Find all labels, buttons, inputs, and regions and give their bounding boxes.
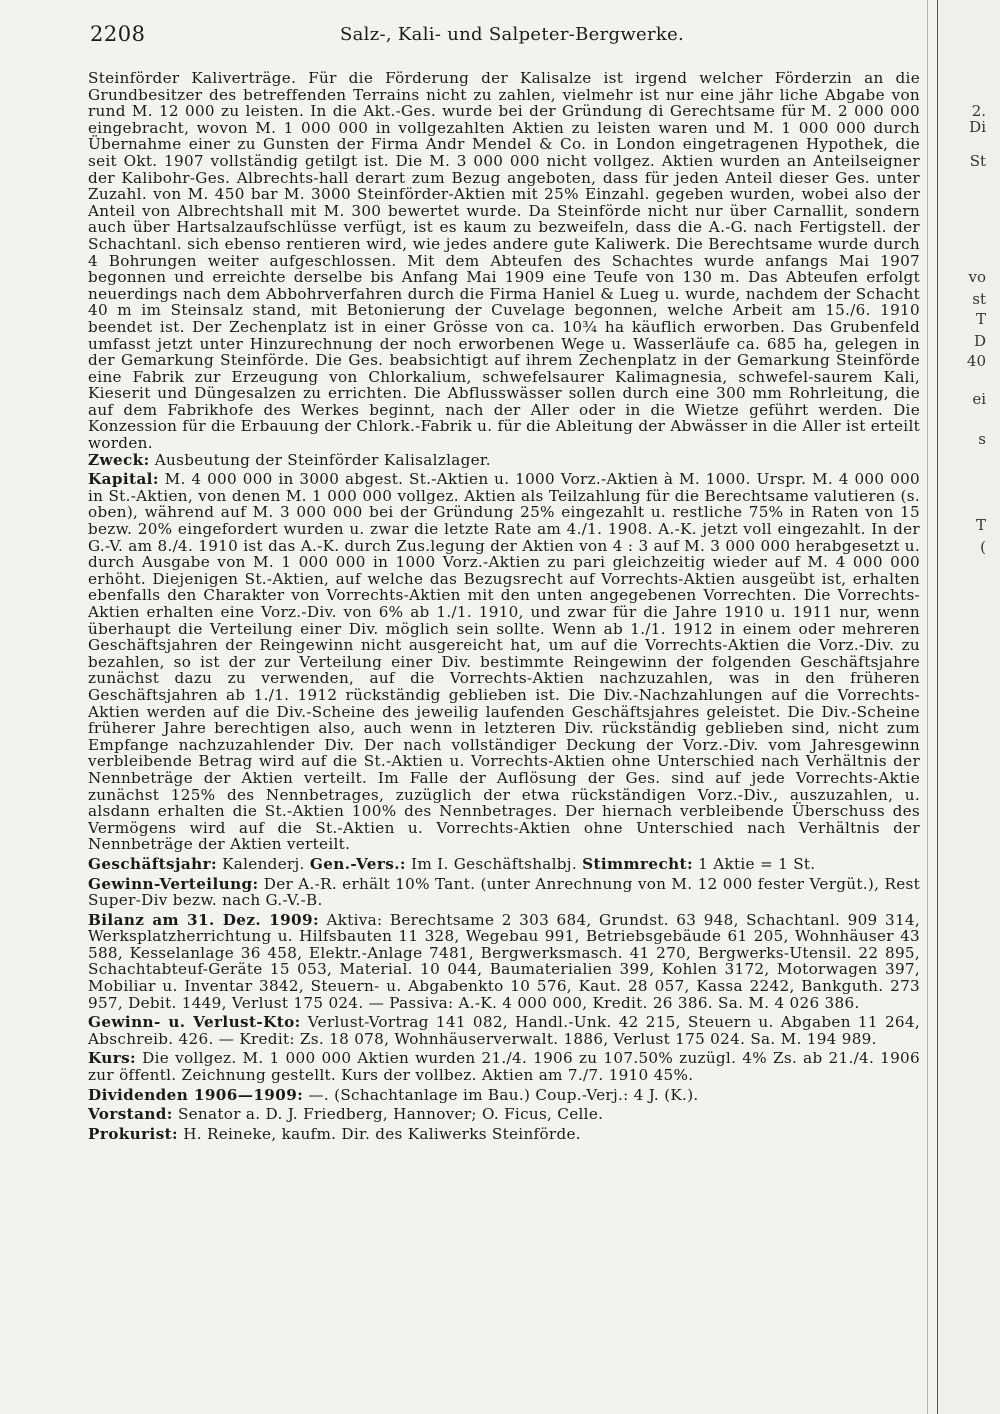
gewinn-verlust-label: Gewinn- u. Verlust-Kto: bbox=[88, 1013, 301, 1032]
facing-page-fragment: T bbox=[975, 516, 986, 534]
dividenden-text: —. (Schachtanlage im Bau.) Coup.-Verj.: 4 J. (K.). bbox=[308, 1085, 699, 1104]
section-zweck bbox=[88, 452, 920, 469]
facing-page-fragment: st bbox=[972, 290, 986, 308]
prokurist-text: H. Reineke, kaufm. Dir. des Kaliwerks Steinförde. bbox=[183, 1124, 581, 1143]
gewinn-verlust-text: Verlust-Vortrag 141 082, Handl.-Unk. 42 215, Steuern u. Abgaben 11 264, Abschreib. 426. — Kredit: Zs. 18 078, Wohnhäuserverwalt. 1886, Verlust 175 024. Sa. M. 194 989. bbox=[88, 1013, 920, 1048]
intro-paragraph: Steinförder Kaliverträge. Für die Förderung der Kalisalze ist irgend welcher Förderzin an die Grundbesitzer des betreffenden Terrains nicht zu zahlen, vielmehr ist nur eine jähr liche Abgabe von rund M. 12 000 zu leisten. In die Akt.-Ges. wurde bei der Gründung di Gerechtsame für M. 2 000 000 eingebracht, wovon M. 1 000 000 in vollgezahlten Aktien zu leisten waren und M. 1 000 000 durch Übernahme einer zu Gunsten der Firma Andr Mendel & Co. in London eingetragenen Hypothek, die seit Okt. 1907 vollständig getilgt ist. Die M. 3 000 000 nicht vollgez. Aktien wurden an Anteilseigner der Kalibohr-Ges. Albrechts-hall derart zum Bezug angeboten, dass für jeden Anteil dieser Ges. unter Zuzahl. von M. 450 bar M. 3000 Steinförder-Aktien mit 25% Einzahl. gegeben wurden, wobei also der Anteil von Albrechtshall mit M. 300 bewertet wurde. Da Steinförde nicht nur über Carnallit, sondern auch über Hartsalzaufschlüsse verfügt, ist es kaum zu bezweifeln, dass die A.-G. nach Fertigstell. der Schachtanl. sich ebenso rentieren wird, wie jedes andere gute Kaliwerk. Die Berechtsame wurde durch 4 Bohrungen weiter aufgeschlossen. Mit dem Abteufen des Schachtes wurde anfangs Mai 1907 begonnen und erreichte derselbe bis Anfang Mai 1909 eine Teufe von 130 m. Das Abteufen erfolgt neuerdings nach dem Abbohrverfahren durch die Firma Haniel & Lueg u. wurde, nachdem der Schacht 40 m im Steinsalz stand, mit Betonierung der Cuvelage begonnen, welche Arbeit am 15./6. 1910 beendet ist. Der Zechenplatz ist in einer Grösse von ca. 10¾ ha käuflich erworben. Das Grubenfeld umfasst jetzt unter Hinzurechnung der noch erworbenen Wege u. Wasserläufe ca. 685 ha, gelegen in der Gemarkung Steinförde. Die Ges. beabsichtigt auf ihrem Zechenplatz in der Gemarkung Steinförde eine Fabrik zur Erzeugung von Chlorkalium, schwefelsaurer Kalimagnesia, schwefel-saurem Kali, Kieserit und Düngesalzen zu errichten. Die Abflusswässer sollen durch eine 300 mm Rohrleitung, die auf dem Fabrikhofe des Werkes beginnt, nach der Aller oder in die Wietze geführt werden. Die Konzession für die Erbauung der Chlork.-Fabrik u. für die Ableitung der Abwässer in die Aller ist erteilt worden. bbox=[88, 69, 921, 453]
section-gewinn-verlust bbox=[88, 1014, 920, 1047]
facing-page-fragment: D bbox=[973, 332, 986, 350]
page-header bbox=[90, 22, 920, 52]
gewinn-verteilung-label: Gewinn-Verteilung: bbox=[88, 874, 259, 893]
facing-page-fragment: Di bbox=[969, 118, 986, 136]
running-title: Salz-, Kali- und Salpeter-Bergwerke. bbox=[340, 24, 685, 45]
kurs-text: Die vollgez. M. 1 000 000 Aktien wurden 21./4. 1906 zu 107.50% zuzügl. 4% Zs. ab 21./4. 1906 zur öffentl. Zeichnung gestellt. Kurs der vollbez. Aktien am 7./7. 1910 45%. bbox=[88, 1049, 920, 1085]
section-geschaeftsjahr bbox=[88, 856, 920, 873]
facing-page-fragment: T bbox=[975, 310, 986, 328]
dividenden-label: Dividenden 1906—1909: bbox=[88, 1085, 304, 1104]
gewinn-verteilung-text: Der A.-R. erhält 10% Tant. (unter Anrechnung von M. 12 000 fester Vergüt.), Rest Super-Div bezw. nach G.-V.-B. bbox=[88, 874, 920, 910]
company-entry bbox=[88, 70, 920, 1142]
facing-page-fragment: St bbox=[969, 152, 986, 170]
zweck-text: Ausbeutung der Steinförder Kalisalzlager. bbox=[154, 450, 491, 469]
gen-vers-text: Im I. Geschäftshalbj. bbox=[411, 854, 577, 873]
prokurist-label: Prokurist: bbox=[88, 1124, 179, 1143]
section-bilanz bbox=[88, 912, 920, 1012]
facing-page-fragment: 40 bbox=[966, 352, 986, 370]
facing-page-fragment: s bbox=[978, 430, 986, 448]
geschaeftsjahr-label: Geschäftsjahr: bbox=[88, 854, 217, 873]
geschaeftsjahr-text: Kalenderj. bbox=[222, 854, 305, 873]
binding-shadow-rule bbox=[927, 0, 928, 1414]
facing-page-fragment: ( bbox=[980, 538, 986, 556]
vorstand-label: Vorstand: bbox=[88, 1105, 173, 1124]
section-gewinn-verteilung bbox=[88, 876, 920, 909]
page-number: 2208 bbox=[90, 22, 146, 46]
stimmrecht-label: Stimmrecht: bbox=[582, 854, 693, 873]
section-prokurist bbox=[88, 1126, 920, 1143]
section-kapital bbox=[88, 471, 920, 853]
kapital-text: M. 4 000 000 in 3000 abgest. St.-Aktien u. 1000 Vorz.-Aktien à M. 1000. Urspr. M. 4 000 000 in St.-Aktien, von denen M. 1 000 000 vollgez. Aktien als Teilzahlung für die Berechtsame valutieren (s. oben), während auf M. 3 000 000 bei der Gründung 25% eingezahlt u. restliche 75% in Raten von 15 bezw. 20% eingefordert wurden u. zwar die letzte Rate am 4./1. 1908. A.-K. jetzt voll eingezahlt. In der G.-V. am 8./4. 1910 ist das A.-K. durch Zus.legung der Aktien von 4 : 3 auf M. 3 000 000 herabgesetzt u. durch Ausgabe von M. 1 000 000 in 1000 Vorz.-Aktien zu pari gleichzeitig wieder auf M. 4 000 000 erhöht. Diejenigen St.-Aktien, auf welche das Bezugsrecht auf Vorrechts-Aktien ausgeübt ist, erhalten ebenfalls den Charakter von Vorrechts-Aktien mit den unten angegebenen Vorrechten. Die Vorrechts-Aktien erhalten eine Vorz.-Div. von 6% ab 1./1. 1910, und zwar für die Jahre 1910 u. 1911 nur, wenn überhaupt die Verteilung einer Div. möglich sein sollte. Wenn ab 1./1. 1912 in einem oder mehreren Geschäftsjahren der Reingewinn nicht ausgereicht hat, um auf die Vorrechts-Aktien die Vorz.-Div. zu bezahlen, so ist der zur Verteilung einer Div. bestimmte Reingewinn der folgenden Geschäftsjahre zunächst dazu zu verwenden, auf die Vorrechts-Aktien nachzuzahlen, was in den früheren Geschäftsjahren ab 1./1. 1912 rückständig geblieben ist. Die Div.-Nachzahlungen auf die Vorrechts-Aktien werden auf die Div.-Scheine des jeweilig laufenden Geschäftsjahres geleistet. Die Div.-Scheine früherer Jahre berechtigen also, auch wenn in letzteren Div. rückständig geblieben sind, nicht zum Empfange nachzuzahlender Div. Der nach vollständiger Deckung der Vorz.-Div. vom Jahresgewinn verbleibende Betrag wird auf die St.-Aktien u. Vorrechts-Aktien ohne Unterschied nach Verhältnis der Nennbeträge der Aktien verteilt. Im Falle der Auflösung der Ges. sind auf jede Vorrechts-Aktie zunächst 125% des Nennbetrages, zuzüglich der etwa rückständigen Vorz.-Div., auszuzahlen, u. alsdann erhalten die St.-Aktien 100% des Nennbetrages. Der hiernach verbleibende Überschuss des Vermögens wird auf die St.-Aktien u. Vorrechts-Aktien ohne Unterschied nach Verhältnis der Nennbeträge der Aktien verteilt. bbox=[88, 470, 920, 854]
gen-vers-label: Gen.-Vers.: bbox=[309, 854, 406, 873]
section-kurs bbox=[88, 1050, 920, 1083]
bilanz-label: Bilanz am 31. Dez. 1909: bbox=[88, 910, 319, 929]
zweck-label: Zweck: bbox=[88, 450, 150, 469]
stimmrecht-text: 1 Aktie = 1 St. bbox=[698, 854, 816, 873]
kapital-label: Kapital: bbox=[88, 470, 159, 489]
facing-page-fragment: 2. bbox=[971, 102, 986, 120]
facing-page-fragment: vo bbox=[968, 268, 986, 286]
facing-page-edge bbox=[937, 0, 1000, 1414]
section-dividenden bbox=[88, 1087, 920, 1104]
section-vorstand bbox=[88, 1106, 920, 1123]
facing-page-fragment: ei bbox=[972, 390, 986, 408]
vorstand-text: Senator a. D. J. Friedberg, Hannover; O. Ficus, Celle. bbox=[177, 1105, 604, 1124]
bilanz-text: Aktiva: Berechtsame 2 303 684, Grundst. 63 948, Schachtanl. 909 314, Werksplatzherrichtung u. Hilfsbauten 11 328, Wegebau 991, Betriebsgebäude 61 205, Wohnhäuser 43 588, Kesselanlage 36 458, Elektr.-Anlage 7481, Bergwerksmasch. 41 270, Bergwerks-Utensil. 22 895, Schachtabteuf-Geräte 15 053, Material. 10 044, Baumaterialien 399, Kohlen 3172, Motorwagen 397, Mobiliar u. Inventar 3842, Steuern- u. Abgabenkto 10 576, Kaut. 28 057, Kassa 2242, Bankguth. 273 957, Debit. 1449, Verlust 175 024. — Passiva: A.-K. 4 000 000, Kredit. 26 386. Sa. M. 4 026 386. bbox=[88, 910, 920, 1012]
kurs-label: Kurs: bbox=[88, 1049, 137, 1068]
